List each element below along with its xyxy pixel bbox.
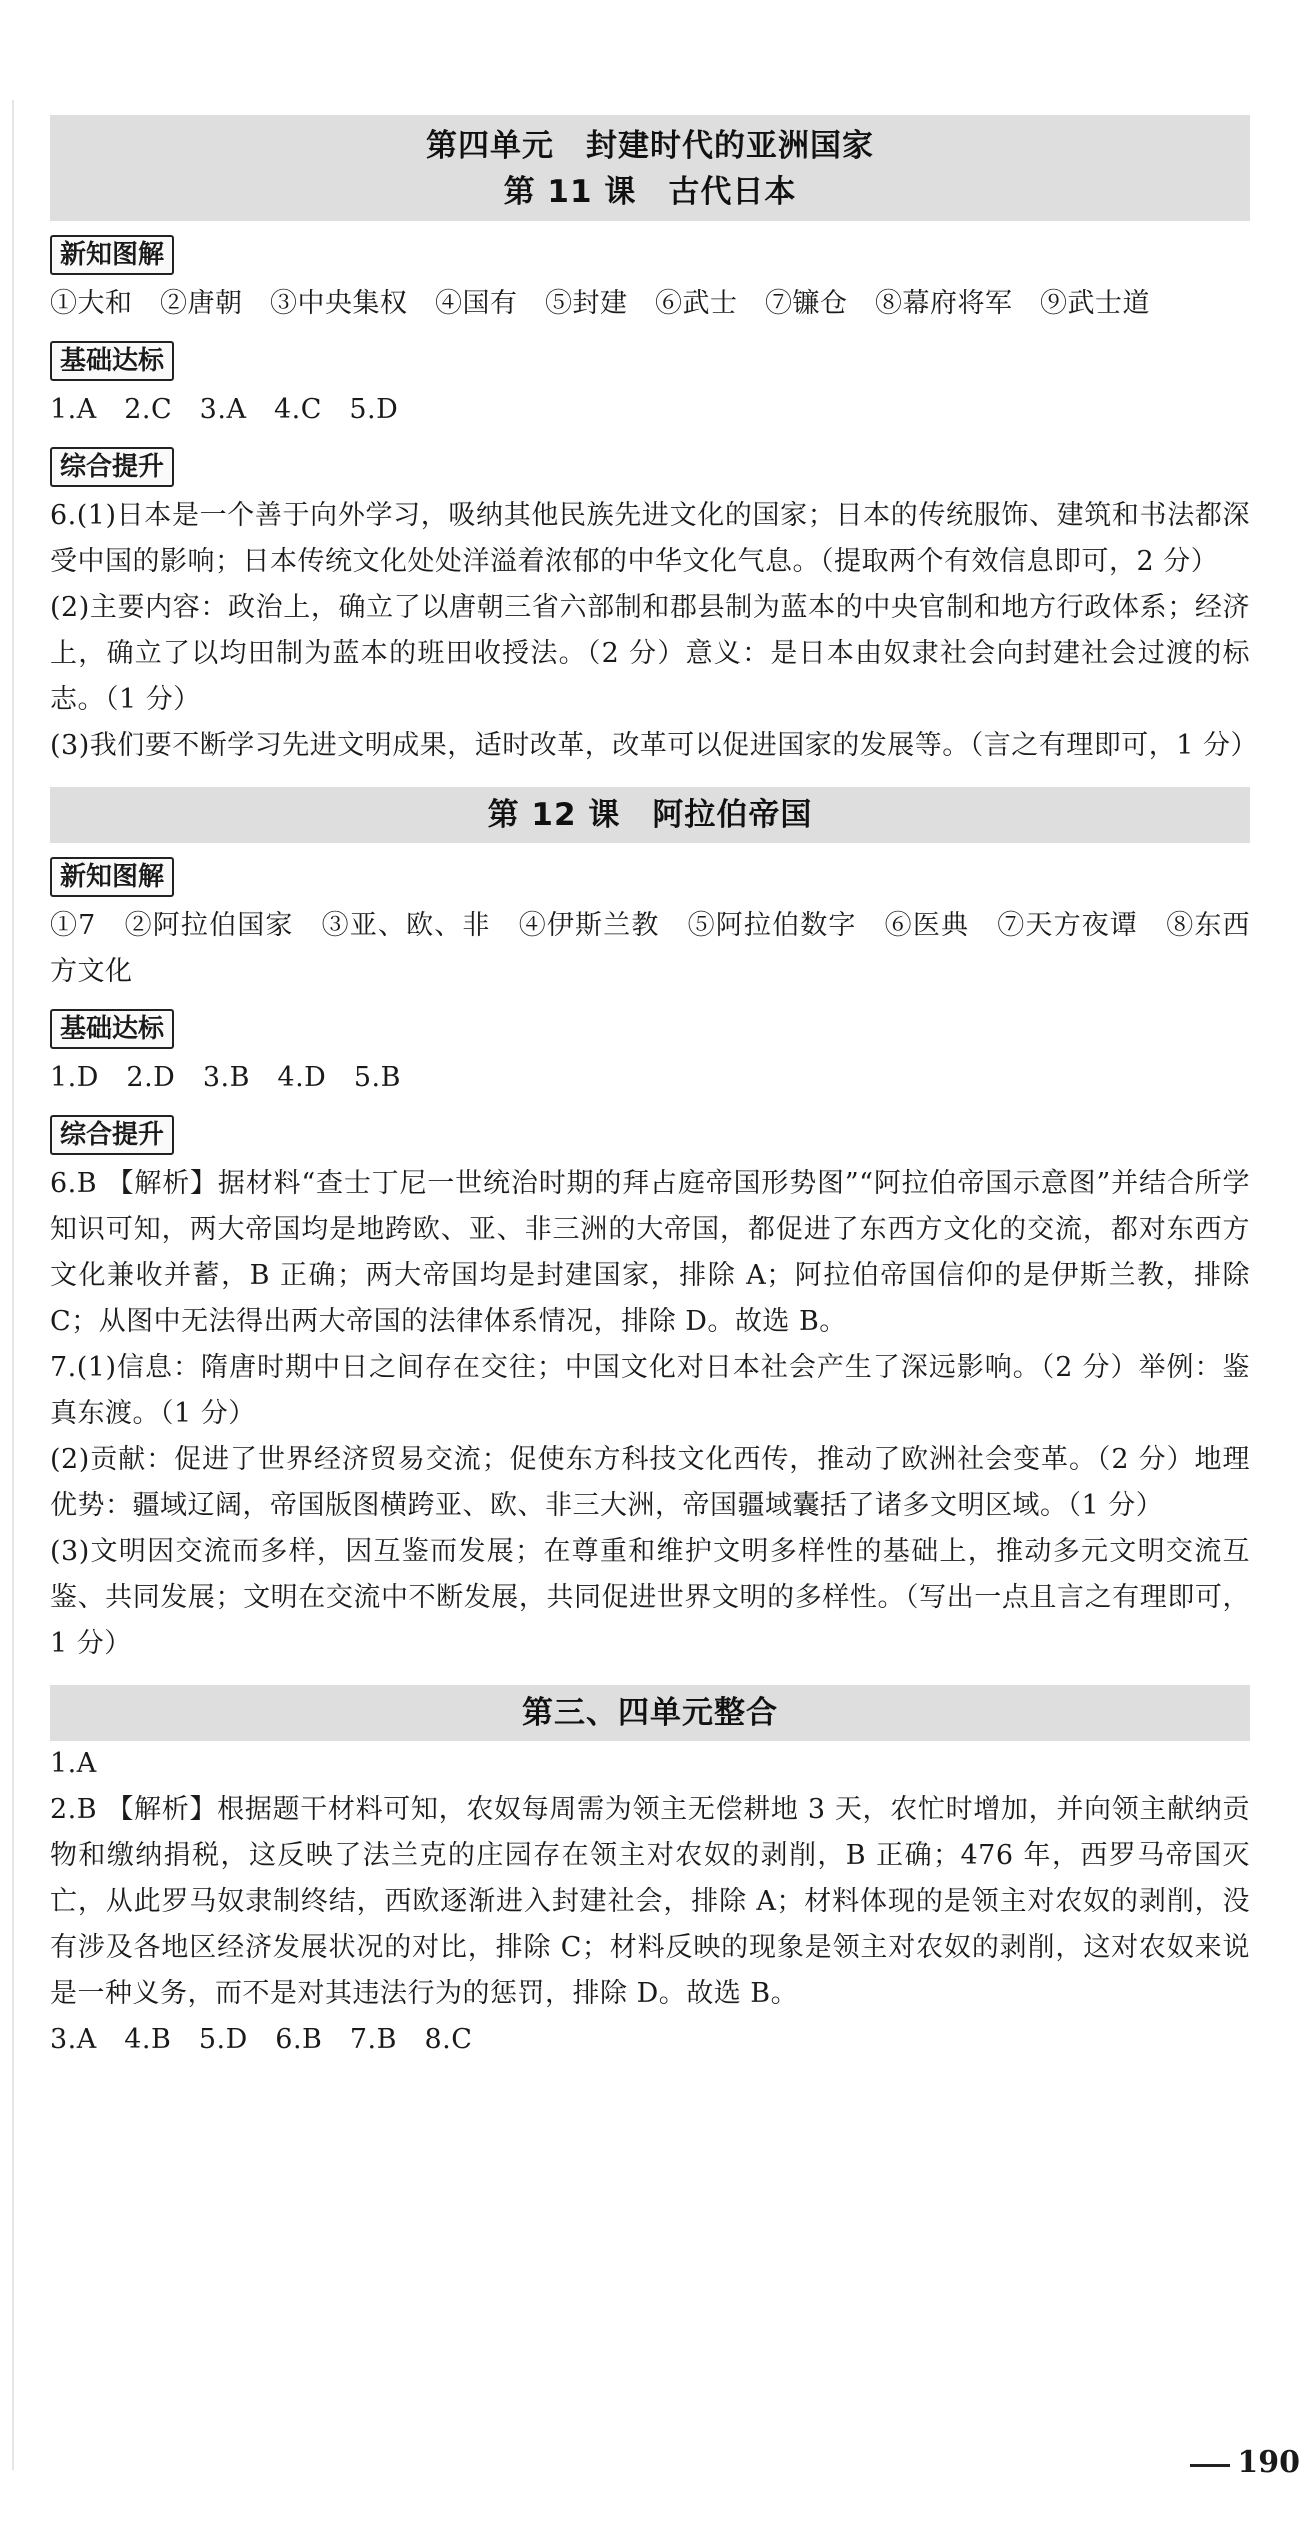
- integration-q3-8: 3.A 4.B 5.D 6.B 7.B 8.C: [50, 2024, 473, 2055]
- lesson-12-basic-answers: 1.D 2.D 3.B 4.D 5.B: [50, 1062, 401, 1093]
- page-number: 190: [1237, 2445, 1300, 2480]
- lesson-11-basic-answers: 1.A 2.C 3.A 4.C 5.D: [50, 394, 399, 425]
- unit-title: 第四单元 封建时代的亚洲国家: [426, 128, 874, 164]
- margin-line: [12, 100, 14, 2470]
- integration-q2: 2.B 【解析】根据题干材料可知，农奴每周需为领主无偿耕地 3 天，农忙时增加，并向领主献纳贡物和缴纳捐税，这反映了法兰克的庄园存在领主对农奴的剥削，B 正确；476 年，西罗马帝国灭亡，从此罗马奴隶制终结，西欧逐渐进入封建社会，排除 A；材料体现的是领主对农奴的剥削，没有涉及各地区经济发展状况的对比，排除 C；材料反映的现象是领主对农奴的剥削，这对农奴来说是一种义务，而不是对其违法行为的惩罚，排除 D。故选 B。: [50, 1794, 1250, 2009]
- lesson-12-q6: 6.B 【解析】据材料“查士丁尼一世统治时期的拜占庭帝国形势图”“阿拉伯帝国示意图”并结合所学知识可知，两大帝国均是地跨欧、亚、非三洲的大帝国，都促进了东西方文化的交流，都对东西方文化兼收并蓄，B 正确；两大帝国均是封建国家，排除 A；阿拉伯帝国信仰的是伊斯兰教，排除 C；从图中无法得出两大帝国的法律体系情况，排除 D。故选 B。: [50, 1168, 1250, 1337]
- tag-basic: 基础达标: [50, 1009, 174, 1049]
- tag-basic: 基础达标: [50, 341, 174, 381]
- lesson-12-q7-part2: (2)贡献：促进了世界经济贸易交流；促使东方科技文化西传，推动了欧洲社会变革。（2 分）地理优势：疆域辽阔，帝国版图横跨亚、欧、非三大洲，帝国疆域囊括了诸多文明区域。（1 分）: [50, 1444, 1250, 1521]
- lesson-11-new-knowledge: ①大和 ②唐朝 ③中央集权 ④国有 ⑤封建 ⑥武士 ⑦镰仓 ⑧幕府将军 ⑨武士道: [50, 288, 1150, 319]
- tag-new-knowledge: 新知图解: [50, 235, 174, 275]
- tag-comprehensive: 综合提升: [50, 1115, 174, 1155]
- lesson-11-q6-part3: (3)我们要不断学习先进文明成果，适时改革，改革可以促进国家的发展等。（言之有理即可，1 分）: [50, 730, 1259, 761]
- tag-new-knowledge: 新知图解: [50, 857, 174, 897]
- lesson-12-q7-part3: (3)文明因交流而多样，因互鉴而发展；在尊重和维护文明多样性的基础上，推动多元文明交流互鉴、共同发展；文明在交流中不断发展，共同促进世界文明的多样性。（写出一点且言之有理即可，1 分）: [50, 1536, 1250, 1659]
- lesson-11-q6-part1: 6.(1)日本是一个善于向外学习，吸纳其他民族先进文化的国家；日本的传统服饰、建筑和书法都深受中国的影响；日本传统文化处处洋溢着浓郁的中华文化气息。（提取两个有效信息即可，2 分）: [50, 500, 1250, 577]
- page-number-dash: [1190, 2464, 1230, 2467]
- unit-header-band: [50, 115, 1250, 221]
- integration-q1: 1.A: [50, 1748, 97, 1779]
- tag-comprehensive: 综合提升: [50, 447, 174, 487]
- integration-title: 第三、四单元整合: [50, 1685, 1250, 1741]
- answer-page: [50, 115, 1259, 2063]
- lesson-12-title: 第 12 课 阿拉伯帝国: [50, 787, 1250, 843]
- lesson-11-q6-part2: (2)主要内容：政治上，确立了以唐朝三省六部制和郡县制为蓝本的中央官制和地方行政体系；经济上，确立了以均田制为蓝本的班田收授法。（2 分）意义：是日本由奴隶社会向封建社会过渡的标志。（1 分）: [50, 592, 1250, 715]
- lesson-12-new-knowledge: ①7 ②阿拉伯国家 ③亚、欧、非 ④伊斯兰教 ⑤阿拉伯数字 ⑥医典 ⑦天方夜谭 ⑧东西方文化: [50, 910, 1250, 987]
- lesson-12-q7-part1: 7.(1)信息：隋唐时期中日之间存在交往；中国文化对日本社会产生了深远影响。（2 分）举例：鉴真东渡。（1 分）: [50, 1352, 1250, 1429]
- lesson-11-title: 第 11 课 古代日本: [503, 174, 797, 210]
